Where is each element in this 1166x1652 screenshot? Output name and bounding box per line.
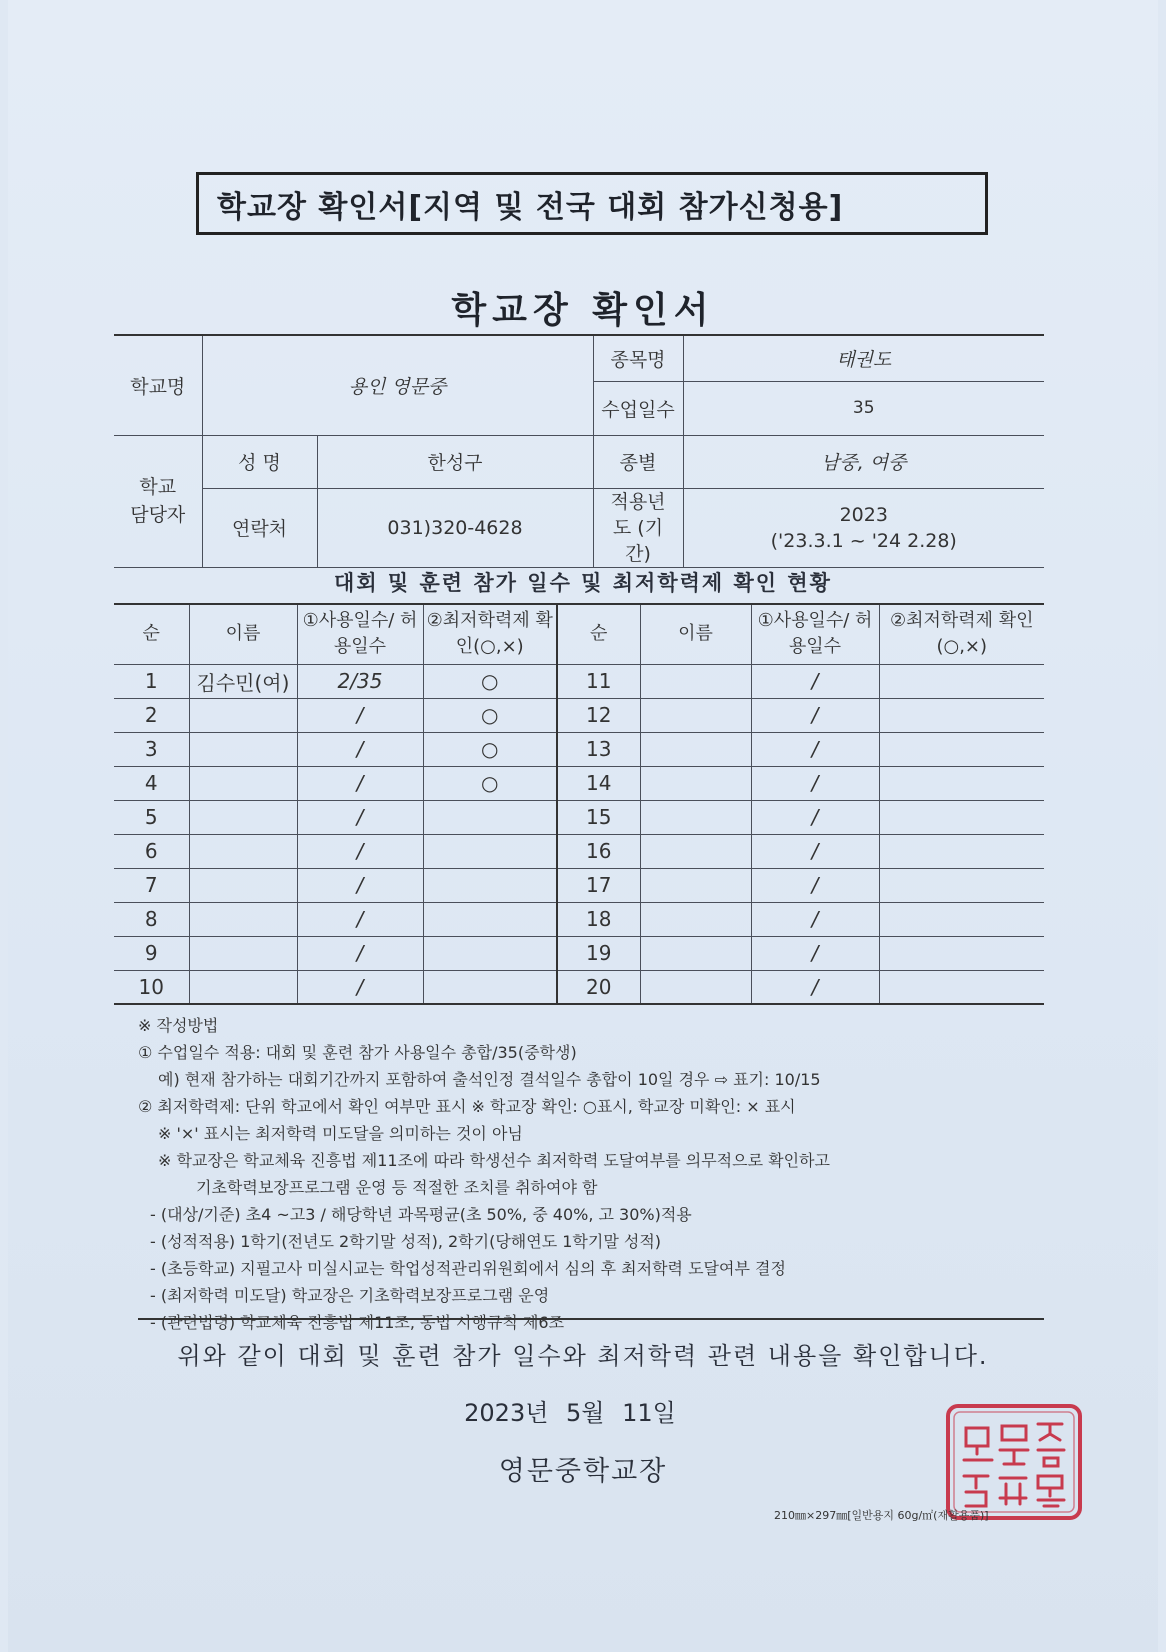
principal-signature: 영문중학교장: [498, 1456, 668, 1487]
cell-no: 15: [557, 800, 640, 834]
column-header: 순: [114, 604, 189, 664]
cell-no: 5: [114, 800, 189, 834]
document-label: 학교장 확인서[지역 및 전국 대회 참가신청용]: [217, 189, 844, 225]
cell-check: [879, 800, 1044, 834]
cell-check: [423, 970, 557, 1004]
cell-no: 12: [557, 698, 640, 732]
cell-name: [189, 766, 297, 800]
table-row: [114, 834, 1044, 868]
name-value: 한성구: [317, 435, 593, 488]
column-header: 이름: [189, 604, 297, 664]
cell-check: [879, 834, 1044, 868]
cell-check: ○: [423, 766, 557, 800]
cell-name: [640, 766, 751, 800]
school-name-value: 용인 영문중: [202, 335, 593, 435]
cell-days: /: [751, 834, 879, 868]
column-header: ②최저학력제 확인(○,×): [423, 604, 557, 664]
cell-no: 14: [557, 766, 640, 800]
cell-no: 18: [557, 902, 640, 936]
cell-days: /: [751, 902, 879, 936]
cell-no: 13: [557, 732, 640, 766]
cell-days: /: [297, 766, 423, 800]
cell-check: [423, 902, 557, 936]
cell-days: /: [751, 698, 879, 732]
cell-no: 8: [114, 902, 189, 936]
cell-days: /: [297, 970, 423, 1004]
cell-days: /: [751, 664, 879, 698]
note-line: - (성적적용) 1학기(전년도 2학기말 성적), 2학기(당해연도 1학기말 성적): [150, 1232, 662, 1251]
cell-days: /: [751, 766, 879, 800]
note-line: ① 수업일수 적용: 대회 및 훈련 참가 사용일수 총합/35(중학생): [138, 1043, 577, 1062]
table-row: [114, 664, 1044, 698]
cell-name: [640, 800, 751, 834]
cell-no: 19: [557, 936, 640, 970]
cell-name: [640, 834, 751, 868]
name-label: 성 명: [202, 435, 317, 488]
period: ('23.3.1 ~ '24 2.28): [770, 529, 957, 552]
note-line: 예) 현재 참가하는 대회기간까지 포함하여 출석인정 결석일수 총합이 10일 경우 ⇨ 표기: 10/15: [158, 1070, 821, 1089]
document-label-box: [196, 172, 988, 235]
table-row: [114, 868, 1044, 902]
year: 2023: [839, 503, 888, 526]
cell-days: /: [751, 970, 879, 1004]
cell-days: /: [297, 732, 423, 766]
cell-no: 4: [114, 766, 189, 800]
cell-name: [189, 970, 297, 1004]
column-header: 이름: [640, 604, 751, 664]
class-days-value: 35: [683, 381, 1044, 435]
cell-no: 1: [114, 664, 189, 698]
cell-check: [879, 936, 1044, 970]
cell-name: [640, 732, 751, 766]
cell-check: [879, 732, 1044, 766]
table-header-row: [114, 604, 1044, 664]
column-header: ①사용일수/ 허용일수: [751, 604, 879, 664]
cell-check: ○: [423, 664, 557, 698]
cell-days: /: [297, 868, 423, 902]
table-row: [114, 902, 1044, 936]
cell-name: [189, 834, 297, 868]
table-row: [114, 698, 1044, 732]
cell-days: /: [297, 698, 423, 732]
cell-no: 6: [114, 834, 189, 868]
note-line: ② 최저학력제: 단위 학교에서 확인 여부만 표시 ※ 학교장 확인: ○표시, 학교장 미확인: × 표시: [138, 1097, 796, 1116]
confirmation-text: 위와 같이 대회 및 훈련 참가 일수와 최저학력 관련 내용을 확인합니다.: [177, 1342, 989, 1370]
category-label: 종별: [593, 435, 683, 488]
note-line: 기초학력보장프로그램 운영 등 적절한 조치를 취하여야 함: [196, 1178, 598, 1197]
cell-name: [640, 970, 751, 1004]
school-info-table: [114, 334, 1044, 568]
cell-days: /: [751, 732, 879, 766]
cell-check: [879, 970, 1044, 1004]
section-title: 대회 및 훈련 참가 일수 및 최저학력제 확인 현황: [334, 571, 832, 595]
school-name-label: 학교명: [114, 335, 202, 435]
cell-days: 2/35: [297, 664, 423, 698]
sport-value: 태권도: [683, 335, 1044, 381]
contact-label: 연락처: [202, 488, 317, 567]
cell-no: 9: [114, 936, 189, 970]
table-row: [114, 970, 1044, 1004]
column-header: ②최저학력제 확인(○,×): [879, 604, 1044, 664]
cell-name: 김수민(여): [189, 664, 297, 698]
cell-days: /: [297, 800, 423, 834]
cell-days: /: [751, 868, 879, 902]
cell-no: 20: [557, 970, 640, 1004]
column-header: ①사용일수/ 허용일수: [297, 604, 423, 664]
cell-no: 10: [114, 970, 189, 1004]
note-line: ※ 작성방법: [138, 1016, 219, 1035]
participation-table: [114, 603, 1044, 1005]
cell-name: [189, 902, 297, 936]
cell-days: /: [751, 936, 879, 970]
class-days-label: 수업일수: [593, 381, 683, 435]
cell-name: [189, 800, 297, 834]
cell-name: [640, 664, 751, 698]
cell-no: 7: [114, 868, 189, 902]
note-line: - (최저학력 미도달) 학교장은 기초학력보장프로그램 운영: [150, 1286, 550, 1305]
year-value: [683, 488, 1044, 567]
cell-name: [189, 868, 297, 902]
cell-days: /: [297, 936, 423, 970]
cell-check: [423, 800, 557, 834]
table-row: [114, 766, 1044, 800]
note-line: - (대상/기준) 초4 ~고3 / 해당학년 과목평균(초 50%, 중 40%, 고 30%)적용: [150, 1205, 692, 1224]
cell-name: [640, 936, 751, 970]
cell-name: [189, 732, 297, 766]
cell-days: /: [297, 834, 423, 868]
table-row: [114, 732, 1044, 766]
cell-name: [640, 698, 751, 732]
cell-name: [640, 902, 751, 936]
note-line: - (초등학교) 지필고사 미실시교는 학업성적관리위원회에서 심의 후 최저학력 도달여부 결정: [150, 1259, 786, 1278]
page-title: 학교장 확인서: [451, 290, 715, 331]
cell-no: 2: [114, 698, 189, 732]
paper-spec: 210㎜×297㎜[일반용지 60g/㎡(재활용품)]: [774, 1509, 989, 1522]
divider: [138, 1318, 1044, 1320]
instructions: [138, 1012, 1058, 1336]
issue-date: 2023년 5월 11일: [464, 1399, 676, 1427]
cell-check: [879, 698, 1044, 732]
cell-no: 16: [557, 834, 640, 868]
cell-check: [423, 834, 557, 868]
note-line: ※ 학교장은 학교체육 진흥법 제11조에 따라 학생선수 최저학력 도달여부를 의무적으로 확인하고: [158, 1151, 830, 1170]
table-row: [114, 800, 1044, 834]
cell-name: [640, 868, 751, 902]
cell-check: [879, 766, 1044, 800]
cell-no: 17: [557, 868, 640, 902]
cell-check: [423, 868, 557, 902]
cell-name: [189, 698, 297, 732]
cell-days: /: [297, 902, 423, 936]
cell-days: /: [751, 800, 879, 834]
contact-value: 031)320-4628: [317, 488, 593, 567]
cell-check: [879, 902, 1044, 936]
column-header: 순: [557, 604, 640, 664]
cell-check: ○: [423, 698, 557, 732]
note-line: - (관련법령) 학교체육 진흥법 제11조, 동법 시행규칙 제6조: [150, 1313, 565, 1332]
cell-check: [879, 664, 1044, 698]
cell-check: [423, 936, 557, 970]
sport-label: 종목명: [593, 335, 683, 381]
category-value: 남중, 여중: [683, 435, 1044, 488]
cell-no: 3: [114, 732, 189, 766]
note-line: ※ '×' 표시는 최저학력 미도달을 의미하는 것이 아님: [158, 1124, 523, 1143]
cell-check: ○: [423, 732, 557, 766]
cell-name: [189, 936, 297, 970]
year-label: 적용년도 (기간): [593, 488, 683, 567]
cell-no: 11: [557, 664, 640, 698]
cell-check: [879, 868, 1044, 902]
table-row: [114, 936, 1044, 970]
manager-label: 학교 담당자: [114, 435, 202, 567]
